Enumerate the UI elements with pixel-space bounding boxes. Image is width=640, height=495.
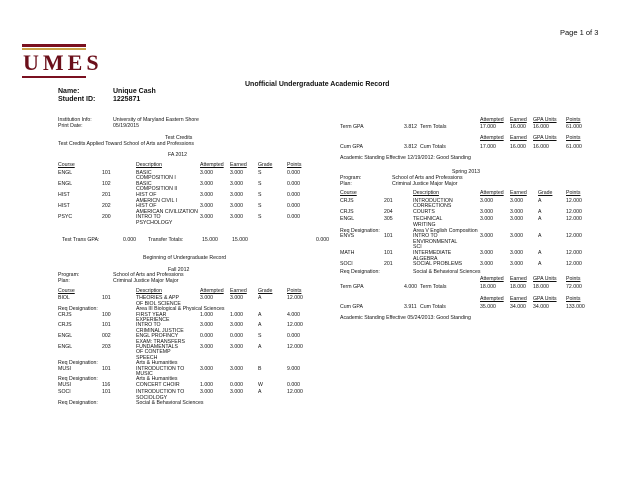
fall2012-req-value: Arts & Humanities xyxy=(136,360,178,367)
fall2012-header-attempted: Attempted xyxy=(200,288,224,294)
fall2012-req-value: Area III Biological & Physical Sciences xyxy=(136,306,225,313)
fall2012-row-earned: 3.000 xyxy=(230,322,243,329)
cum-gpa-spring2013-attempted: 35.000 xyxy=(480,304,496,311)
fall2012-row-earned: 0.000 xyxy=(230,381,243,388)
term-gpa-fall2012-label: Term GPA xyxy=(340,124,364,130)
fall2012-req-value: Social & Behavioral Sciences xyxy=(136,400,204,406)
fall2012-row-description: CONCERT CHOIR xyxy=(136,381,180,388)
totals-header-attempted: Attempted xyxy=(480,117,504,123)
spring2013-req-value: Area V English Composition xyxy=(413,227,478,234)
print-date-label: Print Date: xyxy=(58,123,83,129)
spring2013-row-earned: 3.000 xyxy=(510,250,523,256)
plan-value: Criminal Justice Major Major xyxy=(113,278,179,284)
fall2012-row-subject: CRJS xyxy=(58,322,72,329)
fall2012-row-description: FUNDAMENTALS xyxy=(136,344,178,350)
spring2013-row-points: 12.000 xyxy=(566,197,582,204)
spring2013-row-earned: 3.000 xyxy=(510,216,523,223)
fall2012-row-points: 12.000 xyxy=(287,389,303,396)
term-gpa-spring2013-earned: 18.000 xyxy=(510,284,526,291)
fall2012-row-subject: MUSI xyxy=(58,365,71,372)
program-label: Program: xyxy=(58,272,80,278)
spring-program-label: Program: xyxy=(340,175,362,181)
fa2012-row-points: 0.000 xyxy=(287,180,300,187)
spring2013-row-number: 101 xyxy=(384,233,393,240)
spring2013-req-label: Req Designation: xyxy=(340,268,380,275)
cum-gpa-spring2013-totals-label: Cum Totals xyxy=(420,304,446,311)
fa2012-row-number: 200 xyxy=(102,214,111,221)
fall2012-row-points: 0.000 xyxy=(287,381,300,388)
fall2012-row-attempted: 0.000 xyxy=(200,333,213,340)
cum-gpa-fall2012-points: 61.000 xyxy=(566,144,582,150)
totals-header-points: Points xyxy=(566,135,581,141)
test-trans-gpa: 0.000 xyxy=(123,237,136,243)
term-gpa-spring2013-label: Term GPA xyxy=(340,284,364,291)
fall2012-row-earned: 3.000 xyxy=(230,389,243,396)
spring2013-row-points: 12.000 xyxy=(566,233,582,240)
fall2012-row-earned: 1.000 xyxy=(230,311,243,318)
cum-gpa-spring2013-gpa: 3.911 xyxy=(404,304,417,311)
fa2012-row-grade: S xyxy=(258,203,262,210)
fa2012-row-description-cont: PSYCHOLOGY xyxy=(136,220,173,226)
cum-gpa-fall2012-gpa-units: 16.000 xyxy=(533,144,549,150)
term-gpa-fall2012-attempted: 17.000 xyxy=(480,124,496,130)
spring2013-row-description: INTERMEDIATE xyxy=(413,250,452,256)
fall2012-row-earned: 3.000 xyxy=(230,295,243,302)
fall2012-row-grade: A xyxy=(258,389,262,396)
spring2013-row-subject: CRJS xyxy=(340,208,354,215)
spring2013-row-number: 204 xyxy=(384,208,393,215)
spring2013-row-description: INTRODUCTION xyxy=(413,197,453,204)
spring2013-row-attempted: 3.000 xyxy=(480,250,493,256)
spring-program-value: School of Arts and Professions xyxy=(392,175,463,181)
spring2013-row-subject: MATH xyxy=(340,250,355,256)
spring2013-row-description-cont: ENVIRONMENTAL xyxy=(413,238,458,245)
spring2013-row-description: COURTS xyxy=(413,208,435,215)
spring2013-row-attempted: 3.000 xyxy=(480,197,493,204)
fall2012-header-earned: Earned xyxy=(230,288,247,294)
spring2013-header-grade: Grade xyxy=(538,190,553,196)
totals-header-attempted: Attempted xyxy=(480,276,504,283)
spring2013-row-number: 305 xyxy=(384,216,393,223)
spring2013-row-attempted: 3.000 xyxy=(480,261,493,268)
fa2012-row-grade: S xyxy=(258,169,262,176)
fall2012-row-grade: S xyxy=(258,333,262,340)
fa2012-row-subject: HIST xyxy=(58,192,70,198)
fa2012-row-number: 201 xyxy=(102,192,111,198)
fall2012-row-number: 101 xyxy=(102,389,111,396)
totals-header-points: Points xyxy=(566,296,581,303)
totals-header-earned: Earned xyxy=(510,276,527,283)
totals-header-gpa-units: GPA Units xyxy=(533,276,557,283)
fall2012-req-label: Req Designation: xyxy=(58,376,98,383)
student-id: 1225871 xyxy=(113,96,141,103)
institution-info-label: Institution Info: xyxy=(58,117,92,123)
fall2012-row-number: 116 xyxy=(102,381,111,388)
term-gpa-fall2012-totals-label: Term Totals xyxy=(420,124,447,130)
fall2012-row-description-cont: SPEECH xyxy=(136,354,158,361)
fall2012-row-grade: A xyxy=(258,311,262,318)
spring2013-header-earned: Earned xyxy=(510,190,527,196)
test-trans-gpa-label: Test Trans GPA: xyxy=(62,237,100,243)
totals-header-gpa-units: GPA Units xyxy=(533,117,557,123)
fa2012-row-description-cont: AMERICAN CIVILIZATION xyxy=(136,208,198,215)
fall2012-header-points: Points xyxy=(287,288,302,294)
fall2012-req-label: Req Designation: xyxy=(58,360,98,367)
spring2013-row-grade: A xyxy=(538,261,542,268)
fall2012-row-attempted: 1.000 xyxy=(200,311,213,318)
spring2013-row-number: 201 xyxy=(384,261,393,268)
fall2012-row-description: THEORIES & APP xyxy=(136,295,179,302)
fa2012-row-earned: 3.000 xyxy=(230,214,243,221)
spring2013-row-points: 12.000 xyxy=(566,250,582,256)
cum-gpa-fall2012-label: Cum GPA xyxy=(340,144,363,150)
spring2013-row-description-cont: SCI xyxy=(413,244,422,251)
fall2012-row-points: 12.000 xyxy=(287,344,303,350)
fa2012-row-description: INTRO TO xyxy=(136,214,161,221)
fa2012-header-grade: Grade xyxy=(258,162,273,168)
totals-header-attempted: Attempted xyxy=(480,296,504,303)
fa2012-row-subject: ENGL xyxy=(58,180,73,187)
fall2012-row-description: INTRODUCTION TO xyxy=(136,365,185,372)
fall2012-row-number: 101 xyxy=(102,365,111,372)
cum-gpa-fall2012-gpa: 3.812 xyxy=(404,144,417,150)
fall2012-row-earned: 0.000 xyxy=(230,333,243,340)
fall2012-row-earned: 3.000 xyxy=(230,365,243,372)
fall2012-row-subject: ENGL xyxy=(58,333,73,340)
totals-header-gpa-units: GPA Units xyxy=(533,296,557,303)
spring2013-row-subject: ENGL xyxy=(340,216,355,223)
fall2012-req-value: Arts & Humanities xyxy=(136,376,178,383)
totals-header-earned: Earned xyxy=(510,117,527,123)
fa2012-row-grade: S xyxy=(258,180,262,187)
fall2012-row-description-cont: EXPERIENCE xyxy=(136,317,170,323)
spring2013-row-grade: A xyxy=(538,250,542,256)
fa2012-row-attempted: 3.000 xyxy=(200,180,213,187)
fa2012-row-points: 0.000 xyxy=(287,214,300,221)
fa2012-row-number: 202 xyxy=(102,203,111,210)
institution-info-value: University of Maryland Eastern Shore xyxy=(113,117,199,123)
fall2012-row-description-cont: CRIMINAL JUSTICE xyxy=(136,327,184,334)
fa2012-header-points: Points xyxy=(287,162,302,168)
cum-gpa-spring2013-earned: 34.000 xyxy=(510,304,526,311)
logo xyxy=(22,44,103,84)
fa2012-row-attempted: 3.000 xyxy=(200,169,213,176)
fall2012-row-number: 203 xyxy=(102,344,111,350)
spring2013-row-grade: A xyxy=(538,208,542,215)
spring2013-header-attempted: Attempted xyxy=(480,190,504,196)
term-gpa-spring2013-points: 72.000 xyxy=(566,284,582,291)
spring2013-row-subject: ENVS xyxy=(340,233,355,240)
academic-standing-1: Academic Standing Effective 12/19/2012: Good Standing xyxy=(340,155,471,161)
logo-text: UMES xyxy=(23,50,103,75)
spring2013-row-subject: SOCI xyxy=(340,261,353,268)
test-credits-heading: Test Credits xyxy=(165,135,193,141)
term-heading-spring2013: Spring 2013 xyxy=(452,169,480,175)
totals-header-points: Points xyxy=(566,117,581,123)
spring2013-header-points: Points xyxy=(566,190,581,196)
cum-gpa-fall2012-earned: 16.000 xyxy=(510,144,526,150)
totals-header-points: Points xyxy=(566,276,581,283)
test-credits-applied: Test Credits Applied Toward School of Arts and Professions xyxy=(58,141,195,147)
fall2012-row-earned: 3.000 xyxy=(230,344,243,350)
fall2012-req-label: Req Designation: xyxy=(58,306,98,313)
fa2012-header-course: Course xyxy=(58,162,75,168)
totals-header-earned: Earned xyxy=(510,135,527,141)
totals-header-attempted: Attempted xyxy=(480,135,504,141)
term-gpa-fall2012-gpa: 3.812 xyxy=(404,124,417,130)
fall2012-row-attempted: 3.000 xyxy=(200,322,213,329)
spring2013-row-earned: 3.000 xyxy=(510,197,523,204)
fall2012-row-grade: A xyxy=(258,322,262,329)
spring2013-row-attempted: 3.000 xyxy=(480,233,493,240)
fa2012-row-subject: ENGL xyxy=(58,169,73,176)
fall2012-row-points: 12.000 xyxy=(287,295,303,302)
logo-bar-top xyxy=(22,44,86,47)
spring-plan-value: Criminal Justice Major Major xyxy=(392,181,458,187)
fall2012-row-attempted: 1.000 xyxy=(200,381,213,388)
fa2012-row-grade: S xyxy=(258,192,262,198)
spring2013-row-description-cont: ALGEBRA xyxy=(413,255,438,262)
spring2013-row-description-cont: WRITING xyxy=(413,222,436,228)
print-date-value: 05/19/2015 xyxy=(113,123,139,129)
fa2012-header-attempted: Attempted xyxy=(200,162,224,168)
spring2013-row-number: 101 xyxy=(384,250,393,256)
spring2013-req-value: Social & Behavioral Sciences xyxy=(413,268,481,275)
fa2012-row-attempted: 3.000 xyxy=(200,192,213,198)
fall2012-row-description-cont: MUSIC xyxy=(136,371,153,377)
fall2012-row-number: 100 xyxy=(102,311,111,318)
transfer-earned: 15.000 xyxy=(232,237,248,243)
spring-plan-label: Plan: xyxy=(340,181,352,187)
transfer-totals-label: Transfer Totals: xyxy=(148,237,184,243)
fa2012-row-attempted: 3.000 xyxy=(200,203,213,210)
beginning-record: Beginning of Undergraduate Record xyxy=(143,255,227,261)
fall2012-row-attempted: 3.000 xyxy=(200,365,213,372)
fa2012-row-subject: HIST xyxy=(58,203,70,210)
fa2012-row-points: 0.000 xyxy=(287,169,300,176)
fa2012-row-earned: 3.000 xyxy=(230,203,243,210)
term-heading-fall2012: Fall 2012 xyxy=(168,267,190,273)
spring2013-row-description: TECHNICAL xyxy=(413,216,443,223)
spring2013-row-points: 12.000 xyxy=(566,261,582,268)
term-gpa-fall2012-earned: 16.000 xyxy=(510,124,526,130)
fa2012-header-description: Description xyxy=(136,162,162,168)
program-value: School of Arts and Professions xyxy=(113,272,184,278)
totals-header-earned: Earned xyxy=(510,296,527,303)
fa2012-row-description: BASIC xyxy=(136,169,152,176)
fa2012-row-number: 102 xyxy=(102,180,111,187)
spring2013-row-grade: A xyxy=(538,233,542,240)
fall2012-row-description: FIRST YEAR xyxy=(136,311,167,318)
plan-label: Plan: xyxy=(58,278,70,284)
cum-gpa-fall2012-totals-label: Cum Totals xyxy=(420,144,446,150)
fa2012-row-earned: 3.000 xyxy=(230,180,243,187)
term-gpa-spring2013-gpa-units: 18.000 xyxy=(533,284,549,291)
fa2012-row-description-cont: COMPOSITION I xyxy=(136,175,176,182)
spring2013-row-points: 12.000 xyxy=(566,208,582,215)
fall2012-row-number: 101 xyxy=(102,295,111,302)
fall2012-row-points: 4.000 xyxy=(287,311,300,318)
fa2012-header-earned: Earned xyxy=(230,162,247,168)
fall2012-row-grade: A xyxy=(258,295,262,302)
fall2012-row-description: INTRO TO xyxy=(136,322,161,329)
cum-gpa-spring2013-gpa-units: 34.000 xyxy=(533,304,549,311)
spring2013-row-earned: 3.000 xyxy=(510,261,523,268)
spring2013-row-description: SOCIAL PROBLEMS xyxy=(413,261,463,268)
transfer-attempted: 15.000 xyxy=(202,237,218,243)
term-heading-fa2012: FA 2012 xyxy=(168,152,188,158)
student-name-label: Name: xyxy=(58,88,80,95)
totals-header-gpa-units: GPA Units xyxy=(533,135,557,141)
term-gpa-fall2012-gpa-units: 16.000 xyxy=(533,124,549,130)
fall2012-row-description-cont: OF BIOL SCIENCE xyxy=(136,300,181,307)
spring2013-header-description: Description xyxy=(413,190,439,196)
cum-gpa-spring2013-points: 133.000 xyxy=(566,304,585,311)
spring2013-row-description-cont: CORRECTIONS xyxy=(413,203,452,210)
term-gpa-spring2013-totals-label: Term Totals xyxy=(420,284,447,291)
document-title: Unofficial Undergraduate Academic Record xyxy=(245,81,390,88)
fall2012-header-description: Description xyxy=(136,288,162,294)
fall2012-row-description: ENGL PROFINCY xyxy=(136,333,179,340)
fall2012-row-description: INTRODUCTION TO xyxy=(136,389,185,396)
spring2013-row-earned: 3.000 xyxy=(510,208,523,215)
spring2013-req-label: Req Designation: xyxy=(340,227,380,234)
fall2012-row-number: 101 xyxy=(102,322,111,329)
student-id-label: Student ID: xyxy=(58,96,96,103)
spring2013-row-earned: 3.000 xyxy=(510,233,523,240)
transfer-points: 0.000 xyxy=(316,237,329,243)
fall2012-row-points: 12.000 xyxy=(287,322,303,329)
academic-standing-2: Academic Standing Effective 05/24/2013: Good Standing xyxy=(340,315,471,322)
fall2012-row-subject: CRJS xyxy=(58,311,72,318)
fall2012-row-subject: MUSI xyxy=(58,381,71,388)
fall2012-row-attempted: 3.000 xyxy=(200,344,213,350)
logo-bar-bottom xyxy=(22,76,86,78)
student-name: Unique Cash xyxy=(113,88,156,95)
page-number: Page 1 of 3 xyxy=(560,28,599,37)
term-gpa-spring2013-attempted: 18.000 xyxy=(480,284,496,291)
fa2012-row-description-cont: COMPOSITION II xyxy=(136,186,178,193)
fall2012-req-label: Req Designation: xyxy=(58,400,98,406)
fa2012-row-subject: PSYC xyxy=(58,214,73,221)
fall2012-header-course: Course xyxy=(58,288,75,294)
fall2012-header-grade: Grade xyxy=(258,288,273,294)
fall2012-row-number: 002 xyxy=(102,333,111,340)
spring2013-row-grade: A xyxy=(538,216,542,223)
spring2013-row-attempted: 3.000 xyxy=(480,208,493,215)
fa2012-row-earned: 3.000 xyxy=(230,169,243,176)
fall2012-row-attempted: 3.000 xyxy=(200,295,213,302)
cum-gpa-spring2013-label: Cum GPA xyxy=(340,304,363,311)
fall2012-row-subject: SOCI xyxy=(58,389,71,396)
fa2012-row-description-cont: AMERICN CIVIL I xyxy=(136,197,178,204)
fall2012-row-subject: ENGL xyxy=(58,344,73,350)
fa2012-row-description: HIST OF xyxy=(136,203,157,210)
fall2012-row-grade: W xyxy=(258,381,263,388)
fa2012-row-attempted: 3.000 xyxy=(200,214,213,221)
fall2012-row-description-cont: SOCIOLOGY xyxy=(136,394,168,401)
fall2012-row-points: 0.000 xyxy=(287,333,300,340)
fa2012-row-grade: S xyxy=(258,214,262,221)
fall2012-row-attempted: 3.000 xyxy=(200,389,213,396)
fall2012-row-subject: BIOL xyxy=(58,295,70,302)
spring2013-row-number: 201 xyxy=(384,197,393,204)
term-gpa-fall2012-points: 61.000 xyxy=(566,124,582,130)
fa2012-row-earned: 3.000 xyxy=(230,192,243,198)
fall2012-row-points: 9.000 xyxy=(287,365,300,372)
fa2012-row-description: BASIC xyxy=(136,180,152,187)
fall2012-row-description-cont: OF CONTEMP xyxy=(136,349,171,356)
fall2012-row-grade: A xyxy=(258,344,262,350)
fa2012-row-number: 101 xyxy=(102,169,111,176)
fall2012-row-description-cont: EXAM: TRANSFERS xyxy=(136,338,185,345)
spring2013-row-grade: A xyxy=(538,197,542,204)
fa2012-row-description: HIST OF xyxy=(136,192,157,198)
spring2013-row-points: 12.000 xyxy=(566,216,582,223)
fa2012-row-points: 0.000 xyxy=(287,203,300,210)
fa2012-row-points: 0.000 xyxy=(287,192,300,198)
spring2013-row-description: INTRO TO xyxy=(413,233,438,240)
spring2013-header-course: Course xyxy=(340,190,357,196)
fall2012-row-grade: B xyxy=(258,365,262,372)
spring2013-row-attempted: 3.000 xyxy=(480,216,493,223)
term-gpa-spring2013-gpa: 4.000 xyxy=(404,284,417,291)
cum-gpa-fall2012-attempted: 17.000 xyxy=(480,144,496,150)
spring2013-row-subject: CRJS xyxy=(340,197,354,204)
